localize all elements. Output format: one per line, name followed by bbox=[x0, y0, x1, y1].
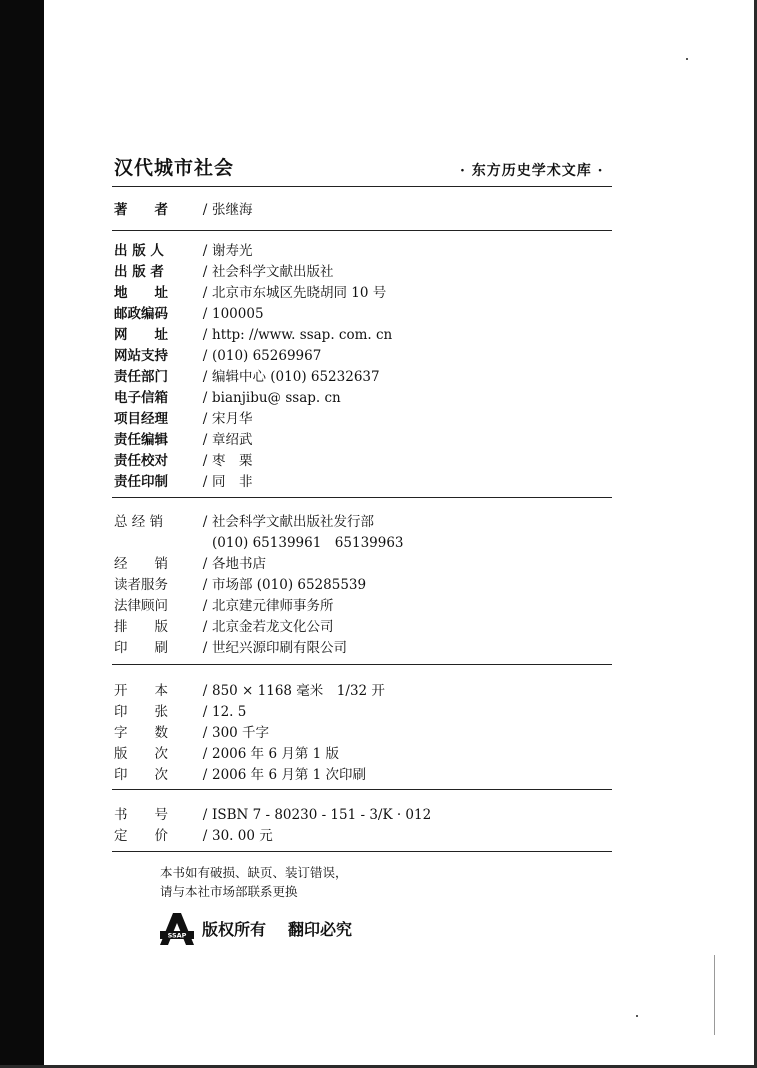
info-value: 谢寿光 bbox=[212, 243, 253, 259]
notice-line-1: 本书如有破损、缺页、装订错误， bbox=[160, 865, 348, 880]
info-row bbox=[114, 367, 380, 387]
info-separator: / bbox=[202, 619, 208, 635]
info-row bbox=[114, 765, 366, 785]
copyright-notice bbox=[202, 917, 352, 940]
info-separator: / bbox=[202, 683, 208, 699]
publisher-logo bbox=[160, 913, 194, 945]
info-row bbox=[114, 451, 253, 471]
divider bbox=[112, 851, 612, 852]
divider bbox=[112, 789, 612, 790]
divider bbox=[112, 230, 612, 231]
info-value: 北京市东城区先晓胡同 10 号 bbox=[212, 285, 387, 301]
divider bbox=[112, 186, 612, 187]
info-row bbox=[114, 826, 273, 846]
info-label: 印 张 bbox=[114, 704, 168, 720]
info-value: 300 千字 bbox=[212, 725, 270, 741]
info-separator: / bbox=[202, 704, 208, 720]
info-label: 责任校对 bbox=[114, 453, 168, 469]
info-label: 网 址 bbox=[114, 327, 168, 343]
info-separator: / bbox=[202, 767, 208, 783]
info-separator: / bbox=[202, 264, 208, 280]
info-row bbox=[114, 283, 386, 303]
info-label: 法律顾问 bbox=[114, 598, 168, 614]
info-label: 出 版 人 bbox=[114, 243, 164, 259]
info-separator: / bbox=[202, 474, 208, 490]
info-row bbox=[114, 262, 334, 282]
scan-speck bbox=[636, 1015, 638, 1017]
info-label: 字 数 bbox=[114, 725, 168, 741]
info-value: (010) 65139961 65139963 bbox=[212, 535, 404, 551]
info-value: 2006 年 6 月第 1 版 bbox=[212, 746, 339, 762]
info-row bbox=[114, 638, 347, 658]
info-label: 责任印制 bbox=[114, 474, 168, 490]
info-separator: / bbox=[202, 640, 208, 656]
info-separator: / bbox=[202, 202, 208, 218]
info-label: 地 址 bbox=[114, 285, 168, 301]
info-value: (010) 65269967 bbox=[212, 348, 322, 364]
copyright-left: 版权所有 bbox=[202, 920, 267, 939]
info-label: 著 者 bbox=[114, 202, 168, 218]
info-value: 各地书店 bbox=[212, 556, 266, 572]
scan-left-border bbox=[0, 0, 44, 1068]
info-row bbox=[114, 472, 253, 492]
info-value: 市场部 (010) 65285539 bbox=[212, 577, 367, 593]
info-separator: / bbox=[202, 746, 208, 762]
info-separator: / bbox=[202, 243, 208, 259]
info-value: 社会科学文献出版社发行部 bbox=[212, 514, 374, 530]
info-label: 读者服务 bbox=[114, 577, 168, 593]
info-label: 印 次 bbox=[114, 767, 168, 783]
book-title: 汉代城市社会 bbox=[114, 157, 235, 179]
info-label: 经 销 bbox=[114, 556, 168, 572]
info-row bbox=[114, 200, 253, 220]
info-label: 邮政编码 bbox=[114, 306, 168, 322]
info-value: 同 非 bbox=[212, 474, 253, 490]
info-separator: / bbox=[202, 828, 208, 844]
info-value: 100005 bbox=[212, 306, 264, 322]
divider bbox=[112, 497, 612, 498]
info-separator: / bbox=[202, 514, 208, 530]
info-row bbox=[114, 409, 253, 429]
info-separator: / bbox=[202, 327, 208, 343]
info-value: 社会科学文献出版社 bbox=[212, 264, 334, 280]
copyright-right: 翻印必究 bbox=[288, 920, 353, 939]
info-row bbox=[114, 702, 246, 722]
info-row bbox=[114, 723, 269, 743]
logo-text: SSAP bbox=[167, 931, 187, 940]
info-value: 张继海 bbox=[212, 202, 253, 218]
info-row bbox=[114, 304, 264, 324]
info-value: 北京金若龙文化公司 bbox=[212, 619, 334, 635]
info-separator: / bbox=[202, 807, 208, 823]
info-value: 30. 00 元 bbox=[212, 828, 273, 844]
info-separator: / bbox=[202, 285, 208, 301]
info-row bbox=[114, 744, 339, 764]
info-value: 2006 年 6 月第 1 次印刷 bbox=[212, 767, 366, 783]
info-row bbox=[114, 325, 392, 345]
info-separator: / bbox=[202, 725, 208, 741]
info-row bbox=[114, 388, 341, 408]
info-value: 世纪兴源印刷有限公司 bbox=[212, 640, 347, 656]
info-label: 版 次 bbox=[114, 746, 168, 762]
info-label: 网站支持 bbox=[114, 348, 168, 364]
info-value: 12. 5 bbox=[212, 704, 247, 720]
info-value: http: //www. ssap. com. cn bbox=[212, 327, 393, 343]
info-row bbox=[114, 805, 431, 825]
info-row bbox=[114, 681, 385, 701]
series-name: · 东方历史学术文库 · bbox=[460, 163, 604, 179]
info-row bbox=[114, 346, 321, 366]
info-label: 电子信箱 bbox=[114, 390, 168, 406]
info-label: 印 刷 bbox=[114, 640, 168, 656]
info-label: 开 本 bbox=[114, 683, 168, 699]
info-value: 宋月华 bbox=[212, 411, 253, 427]
info-label: 责任部门 bbox=[114, 369, 168, 385]
info-row bbox=[114, 430, 253, 450]
info-label: 书 号 bbox=[114, 807, 168, 823]
info-separator: / bbox=[202, 453, 208, 469]
info-value: ISBN 7 - 80230 - 151 - 3/K · 012 bbox=[212, 807, 432, 823]
info-row bbox=[114, 241, 253, 261]
info-row bbox=[114, 617, 334, 637]
info-row bbox=[114, 512, 374, 532]
info-separator: / bbox=[202, 390, 208, 406]
info-label: 定 价 bbox=[114, 828, 168, 844]
info-row bbox=[114, 596, 334, 616]
info-separator: / bbox=[202, 598, 208, 614]
info-separator: / bbox=[202, 306, 208, 322]
info-separator: / bbox=[202, 369, 208, 385]
info-separator: / bbox=[202, 577, 208, 593]
info-label: 项目经理 bbox=[114, 411, 168, 427]
info-separator: / bbox=[202, 556, 208, 572]
info-separator: / bbox=[202, 411, 208, 427]
info-row bbox=[114, 575, 366, 595]
info-label: 总 经 销 bbox=[114, 514, 164, 530]
info-value: 编辑中心 (010) 65232637 bbox=[212, 369, 380, 385]
info-row bbox=[114, 533, 404, 553]
divider bbox=[112, 664, 612, 665]
info-separator: / bbox=[202, 348, 208, 364]
info-value: 北京建元律师事务所 bbox=[212, 598, 334, 614]
info-value: 章绍武 bbox=[212, 432, 253, 448]
info-label: 出 版 者 bbox=[114, 264, 164, 280]
info-value: 850 × 1168 毫米 1/32 开 bbox=[212, 683, 385, 699]
scan-speck bbox=[686, 58, 688, 60]
scan-artifact-line bbox=[714, 955, 715, 1035]
info-separator: / bbox=[202, 432, 208, 448]
info-row bbox=[114, 554, 266, 574]
info-value: bianjibu@ ssap. cn bbox=[212, 390, 341, 406]
info-label: 责任编辑 bbox=[114, 432, 168, 448]
info-label: 排 版 bbox=[114, 619, 168, 635]
info-value: 枣 栗 bbox=[212, 453, 253, 469]
notice-line-2: 请与本社市场部联系更换 bbox=[160, 884, 298, 899]
